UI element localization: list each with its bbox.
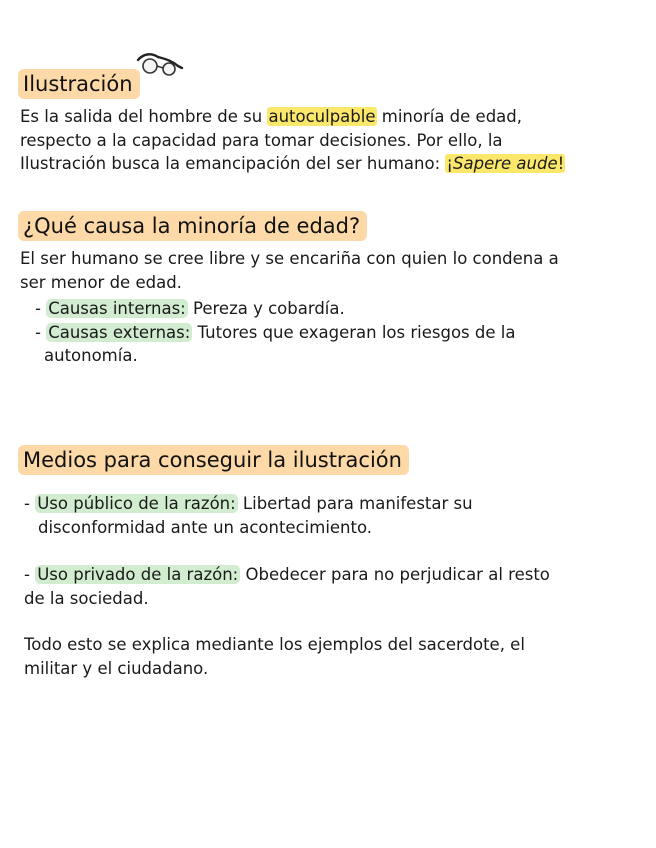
ilustracion-text-4: Ilustración busca la emancipación del ser humano: xyxy=(20,154,446,173)
uso-publico-text: Libertad para manifestar su xyxy=(237,494,473,513)
causas-internas-text: Pereza y cobardía. xyxy=(187,299,345,318)
medio-publico xyxy=(24,492,634,539)
minoria-intro xyxy=(20,247,640,294)
uso-publico-continuation: disconformidad ante un acontecimiento. xyxy=(38,517,373,537)
ilustracion-paragraph xyxy=(20,105,640,176)
glasses-icon xyxy=(136,52,184,80)
causas-externas-text: Tutores que exageran los riesgos de la xyxy=(192,322,516,342)
ilustracion-text-3: respecto a la capacidad para tomar decisiones. Por ello, la xyxy=(20,130,503,150)
list-item xyxy=(35,321,635,345)
closing-line-2: militar y el ciudadano. xyxy=(24,658,209,678)
list-item xyxy=(24,492,634,516)
section-title-ilustracion: Ilustración xyxy=(18,69,140,99)
uso-privado-continuation: de la sociedad. xyxy=(24,588,149,608)
bullet-dash: - xyxy=(24,565,36,584)
motto-text: Sapere aude xyxy=(453,154,558,173)
uso-publico-label: Uso público de la razón: xyxy=(37,494,236,513)
ilustracion-text-1: Es la salida del hombre de su xyxy=(20,107,268,126)
list-item xyxy=(35,297,635,321)
ilustracion-text-2: minoría de edad, xyxy=(376,107,523,126)
minoria-intro-line-2: ser menor de edad. xyxy=(20,272,182,292)
causas-externas-continuation: autonomía. xyxy=(44,346,138,365)
uso-privado-label: Uso privado de la razón: xyxy=(37,565,239,584)
medio-privado xyxy=(24,563,634,610)
bullet-dash: - xyxy=(24,494,36,513)
sapere-aude-highlight xyxy=(445,154,565,173)
section-title-medios: Medios para conseguir la ilustración xyxy=(18,445,409,475)
list-item xyxy=(24,563,634,587)
closing-line-1: Todo esto se explica mediante los ejemplos del sacerdote, el xyxy=(24,635,525,654)
autoculpable-highlight: autoculpable xyxy=(268,107,376,126)
motto-close: ! xyxy=(557,154,565,173)
causas-list xyxy=(35,297,635,368)
bullet-dash: - xyxy=(35,322,47,342)
causas-externas-label: Causas externas: xyxy=(48,322,191,342)
bullet-dash: - xyxy=(35,299,47,318)
medios-closing xyxy=(24,633,634,680)
minoria-intro-line-1: El ser humano se cree libre y se encariña con quien lo condena a xyxy=(20,249,559,268)
causas-internas-label: Causas internas: xyxy=(48,299,186,318)
motto-open: ¡ xyxy=(446,154,454,173)
section-title-minoria: ¿Qué causa la minoría de edad? xyxy=(18,211,367,241)
uso-privado-text: Obedecer para no perjudicar al resto xyxy=(240,565,550,584)
